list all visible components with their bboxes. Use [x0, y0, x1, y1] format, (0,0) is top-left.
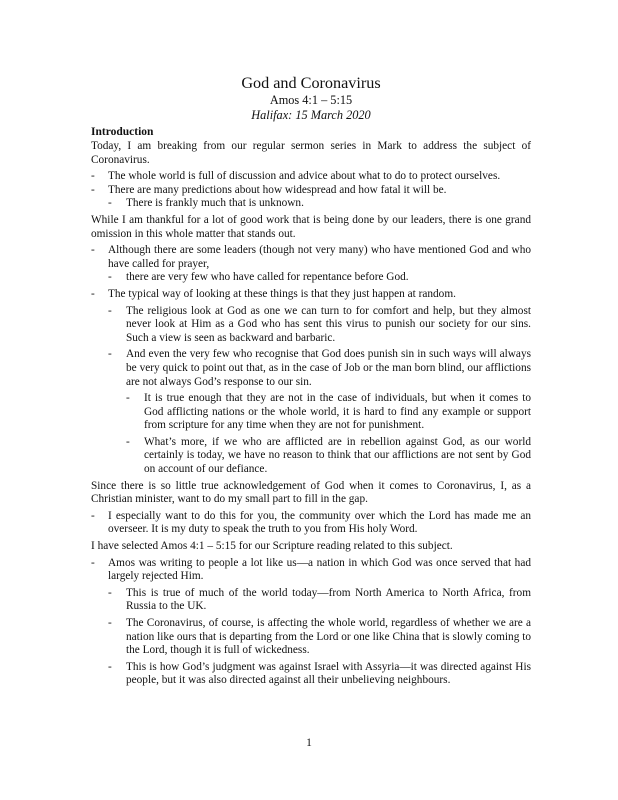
- bullet-2: - There are many predictions about how widespread and how fatal it will be.: [91, 184, 531, 198]
- bullet-2a: - There is frankly much that is unknown.: [91, 197, 531, 211]
- bullet-6: - Amos was writing to people a lot like us—a nation in which God was once served that had largely rejected Him.: [91, 557, 531, 584]
- paragraph-3: Since there is so little true acknowledgement of God when it comes to Coronavirus, I, as a Christian minister, want to do my small part to fill in the gap.: [91, 479, 531, 506]
- bullet-list-3: [91, 510, 531, 537]
- bullet-4b1: - It is true enough that they are not in the case of individuals, but when it comes to God afflicting nations or the whole world, it is hard to find any example or support from scripture for any time when they are not for punishment.: [91, 392, 531, 433]
- paragraph-1: Today, I am breaking from our regular sermon series in Mark to address the subject of Coronavirus.: [91, 140, 531, 166]
- section-heading: Introduction: [91, 126, 154, 138]
- bullet-list-1: [91, 170, 531, 211]
- bullet-1: - The whole world is full of discussion and advice about what to do to protect ourselves.: [91, 170, 531, 184]
- paragraph-4: I have selected Amos 4:1 – 5:15 for our Scripture reading related to this subject.: [91, 540, 453, 553]
- bullet-6c: - This is how God’s judgment was against Israel with Assyria—it was directed against His people, but it was also directed against all their unbelieving neighbours.: [91, 661, 531, 688]
- paragraph-2: While I am thankful for a lot of good work that is being done by our leaders, there is one grand omission in this whole matter that stands out.: [91, 213, 531, 240]
- bullet-4b2: - What’s more, if we who are afflicted are in rebellion against God, as our world certainly is today, we have no reason to think that our afflictions are not sent by God on account of our defiance.: [91, 436, 531, 477]
- bullet-4b: - And even the very few who recognise that God does punish sin in such ways will always be very quick to point out that, as in the case of Job or the man born blind, our afflictions are not always God’s response to our sin.: [91, 348, 531, 389]
- bullet-list-4: [91, 557, 531, 688]
- scripture-reference: Amos 4:1 – 5:15: [269, 93, 353, 107]
- bullet-6a: - This is true of much of the world today—from North America to North Africa, from Russia to the UK.: [91, 587, 531, 614]
- document-page: [91, 74, 531, 691]
- place-date: Halifax: 15 March 2020: [251, 108, 371, 122]
- bullet-5: - I especially want to do this for you, the community over which the Lord has made me an overseer. It is my duty to speak the truth to you from His holy Word.: [91, 510, 531, 537]
- page-number: 1: [306, 737, 312, 749]
- sermon-title: God and Coronavirus: [241, 74, 381, 92]
- bullet-3a: - there are very few who have called for repentance before God.: [91, 271, 531, 285]
- bullet-3: - Although there are some leaders (though not very many) who have mentioned God and who have called for prayer,: [91, 244, 531, 271]
- bullet-4a: - The religious look at God as one we can turn to for comfort and help, but they almost never look at Him as a God who has sent this virus to punish our society for our sins. Such a view is seen as backward and barbaric.: [91, 305, 531, 346]
- bullet-6b: - The Coronavirus, of course, is affecting the whole world, regardless of whether we are a nation like ours that is departing from the Lord or one like China that is slowly coming to the Lord, though it is full of wickedness.: [91, 617, 531, 658]
- bullet-list-2: [91, 244, 531, 477]
- bullet-4: - The typical way of looking at these things is that they just happen at random.: [91, 288, 531, 302]
